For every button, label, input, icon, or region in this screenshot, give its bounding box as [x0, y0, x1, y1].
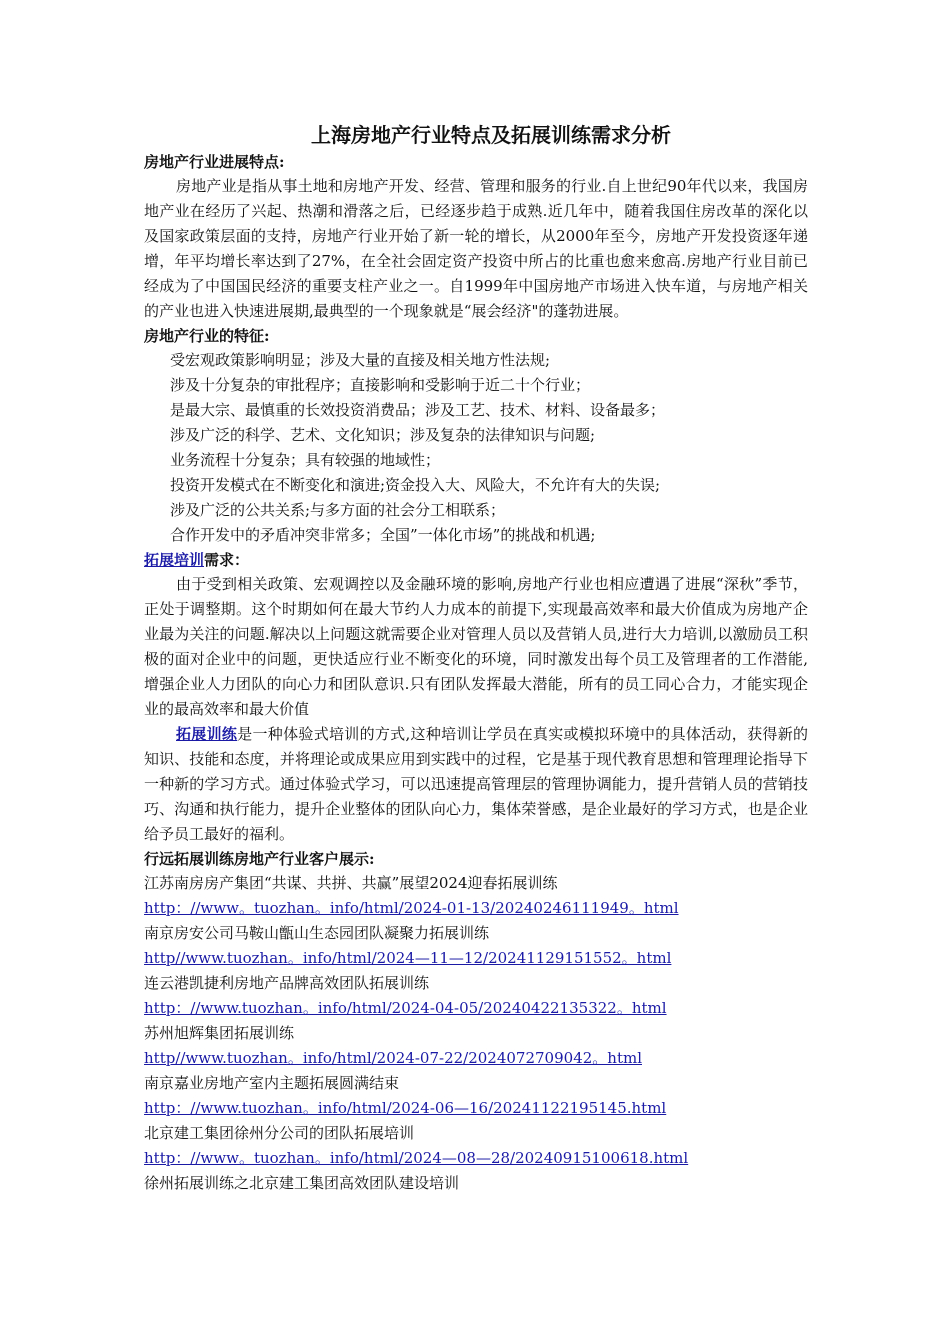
feature-item: 涉及广泛的公共关系;与多方面的社会分工相联系； — [170, 501, 506, 519]
feature-item: 业务流程十分复杂；具有较强的地域性； — [170, 451, 441, 469]
document-page — [144, 120, 808, 1196]
paragraph-outdoor-training-text: 是一种体验式培训的方式,这种培训让学员在真实或模拟环境中的具体活动，获得新的知识、技能和态度，并将理论或成果应用到实践中的过程，它是基于现代教育思想和管理理论指导下一种新的学习方式。通过体验式学习，可以迅速提高管理层的管理协调能力，提升营销人员的营销技巧、沟通和执行能力，提升企业整体的团队向心力，集体荣誉感，是企业最好的学习方式，也是企业给予员工最好的福利。 — [144, 725, 808, 843]
feature-item: 涉及广泛的科学、艺术、文化知识；涉及复杂的法律知识与问题; — [170, 426, 596, 444]
feature-list — [144, 348, 808, 548]
case-url-link[interactable]: http：//www.tuozhan。info/html/2024-04-05/20240422135322。html — [144, 999, 667, 1017]
feature-item: 合作开发中的矛盾冲突非常多；全国”一体化市场”的挑战和机遇; — [170, 526, 596, 544]
case-url-link[interactable]: http//www.tuozhan。info/html/2024—11—12/20241129151552。html — [144, 949, 672, 967]
feature-item: 投资开发模式在不断变化和演进;资金投入大、风险大，不允许有大的失误; — [170, 476, 661, 494]
feature-item: 涉及十分复杂的审批程序；直接影响和受影响于近二十个行业； — [170, 376, 591, 394]
paragraph-training-needs: 由于受到相关政策、宏观调控以及金融环境的影响,房地产行业也相应遭遇了进展“深秋”季节，正处于调整期。这个时期如何在最大节约人力成本的前提下,实现最高效率和最大价值成为房地产企业最为关注的问题.解决以上问题这就需要企业对管理人员以及营销人员,进行大力培训,以激励员工积极的面对企业中的问题，更快适应行业不断变化的环境，同时激发出每个员工及管理者的工作潜能,增强企业人力团队的向心力和团队意识.只有团队发挥最大潜能，所有的员工同心合力，才能实现企业的最高效率和最大价值 — [144, 575, 808, 718]
case-title: 徐州拓展训练之北京建工集团高效团队建设培训 — [144, 1174, 460, 1192]
client-case-list — [144, 871, 808, 1196]
section-heading-features: 房地产行业的特征: — [144, 327, 270, 345]
case-url-link[interactable]: http：//www。tuozhan。info/html/2024-01-13/20240246111949。html — [144, 899, 679, 917]
training-link[interactable]: 拓展培训 — [144, 551, 205, 569]
section-heading-clients: 行远拓展训练房地产行业客户展示: — [144, 850, 375, 868]
section-heading-development: 房地产行业进展特点: — [144, 153, 285, 171]
case-title: 北京建工集团徐州分公司的团队拓展培训 — [144, 1124, 415, 1142]
feature-item: 受宏观政策影响明显；涉及大量的直接及相关地方性法规; — [170, 351, 551, 369]
heading-suffix: 需求： — [204, 551, 250, 569]
case-title: 江苏南房房产集团“共谋、共拼、共赢”展望2024迎春拓展训练 — [144, 874, 558, 892]
case-url-link[interactable]: http：//www。tuozhan。info/html/2024—08—28/20240915100618.html — [144, 1149, 689, 1167]
paragraph-development: 房地产业是指从事土地和房地产开发、经营、管理和服务的行业.自上世纪90年代以来，我国房地产业在经历了兴起、热潮和滑落之后，已经逐步趋于成熟.近几年中，随着我国住房改革的深化以及国家政策层面的支持，房地产行业开始了新一轮的增长，从2000年至今，房地产开发投资逐年递增，年平均增长率达到了27%，在全社会固定资产投资中所占的比重也愈来愈高.房地产行业目前已经成为了中国国民经济的重要支柱产业之一。自1999年中国房地产市场进入快车道，与房地产相关的产业也进入快速进展期,最典型的一个现象就是“展会经济"的蓬勃进展。 — [144, 177, 808, 320]
section-heading-training-needs — [144, 548, 808, 572]
case-title: 南京房安公司马鞍山甑山生态园团队凝聚力拓展训练 — [144, 924, 490, 942]
case-url-link[interactable]: http：//www.tuozhan。info/html/2024-06—16/20241122195145.html — [144, 1099, 667, 1117]
paragraph-outdoor-training — [144, 722, 808, 847]
case-title: 连云港凯捷利房地产品牌高效团队拓展训练 — [144, 974, 430, 992]
outdoor-training-link[interactable]: 拓展训练 — [176, 725, 238, 743]
page-title: 上海房地产行业特点及拓展训练需求分析 — [311, 123, 671, 147]
case-title: 南京嘉业房地产室内主题拓展圆满结束 — [144, 1074, 400, 1092]
case-title: 苏州旭辉集团拓展训练 — [144, 1024, 295, 1042]
feature-item: 是最大宗、最慎重的长效投资消费品；涉及工艺、技术、材料、设备最多； — [170, 401, 666, 419]
case-url-link[interactable]: http//www.tuozhan。info/html/2024-07-22/2024072709042。html — [144, 1049, 642, 1067]
